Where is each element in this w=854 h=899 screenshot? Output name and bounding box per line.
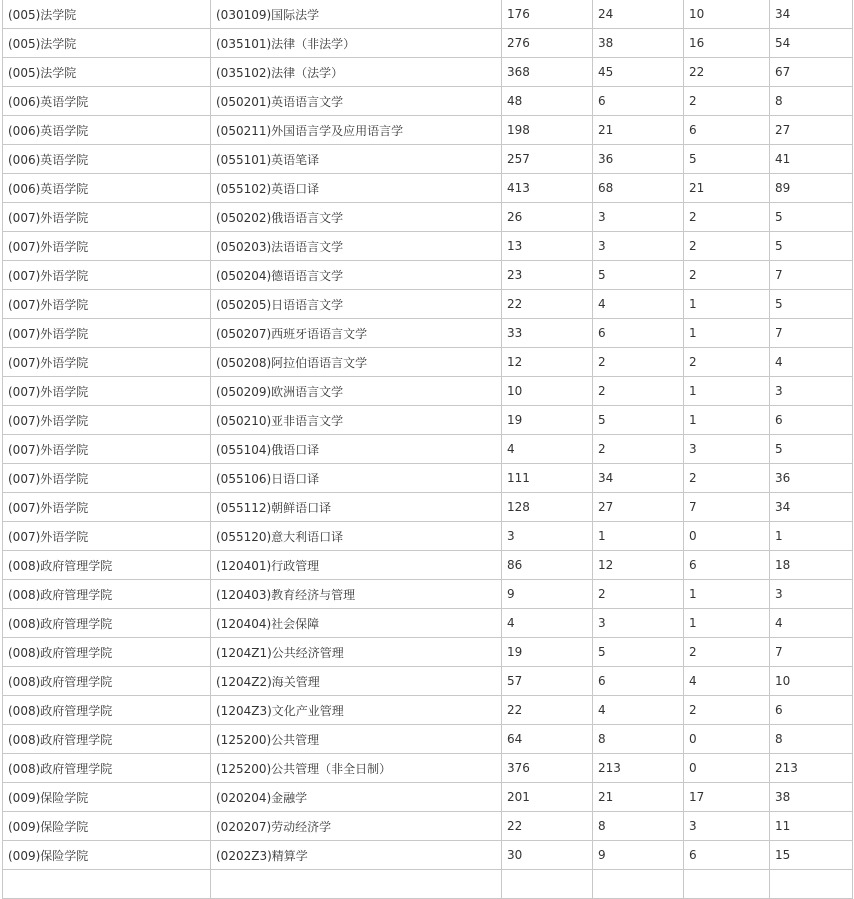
admitted-exempt-cell: 6 <box>684 841 770 870</box>
table-row <box>3 0 853 29</box>
applicants-cell: 4 <box>502 609 593 638</box>
college-cell: (006)英语学院 <box>3 87 211 116</box>
major-cell: (055104)俄语口译 <box>211 435 502 464</box>
admitted-exempt-cell: 1 <box>684 580 770 609</box>
applicants-cell: 413 <box>502 174 593 203</box>
table-row <box>3 29 853 58</box>
applicants-cell: 176 <box>502 0 593 29</box>
table-row <box>3 58 853 87</box>
admitted-exam-cell: 5 <box>593 638 684 667</box>
applicants-cell: 276 <box>502 29 593 58</box>
college-cell: (008)政府管理学院 <box>3 696 211 725</box>
table-row <box>3 406 853 435</box>
admitted-total-cell: 8 <box>770 725 853 754</box>
admitted-total-cell: 7 <box>770 261 853 290</box>
table-row <box>3 87 853 116</box>
admitted-exempt-cell: 2 <box>684 87 770 116</box>
applicants-cell: 201 <box>502 783 593 812</box>
admissions-table <box>2 0 853 899</box>
applicants-cell: 64 <box>502 725 593 754</box>
college-cell: (009)保险学院 <box>3 812 211 841</box>
admitted-total-cell: 89 <box>770 174 853 203</box>
applicants-cell: 12 <box>502 348 593 377</box>
admitted-exam-cell: 12 <box>593 551 684 580</box>
table-row <box>3 493 853 522</box>
applicants-cell: 30 <box>502 841 593 870</box>
applicants-cell: 22 <box>502 696 593 725</box>
major-cell: (1204Z1)公共经济管理 <box>211 638 502 667</box>
admitted-total-cell: 5 <box>770 290 853 319</box>
admitted-exam-cell: 34 <box>593 464 684 493</box>
applicants-cell: 13 <box>502 232 593 261</box>
major-cell: (050203)法语语言文学 <box>211 232 502 261</box>
major-cell: (125200)公共管理 <box>211 725 502 754</box>
admitted-total-cell: 15 <box>770 841 853 870</box>
table-row <box>3 290 853 319</box>
admitted-total-cell: 11 <box>770 812 853 841</box>
table-row <box>3 609 853 638</box>
college-cell: (007)外语学院 <box>3 319 211 348</box>
major-cell <box>211 870 502 899</box>
college-cell: (006)英语学院 <box>3 174 211 203</box>
applicants-cell: 4 <box>502 435 593 464</box>
applicants-cell: 26 <box>502 203 593 232</box>
admitted-exam-cell: 2 <box>593 580 684 609</box>
table-row <box>3 319 853 348</box>
major-cell: (0202Z3)精算学 <box>211 841 502 870</box>
applicants-cell: 9 <box>502 580 593 609</box>
major-cell: (120403)教育经济与管理 <box>211 580 502 609</box>
college-cell: (009)保险学院 <box>3 783 211 812</box>
admitted-exam-cell: 6 <box>593 667 684 696</box>
table-row <box>3 754 853 783</box>
admitted-total-cell: 5 <box>770 203 853 232</box>
college-cell: (007)外语学院 <box>3 522 211 551</box>
admitted-exempt-cell: 5 <box>684 145 770 174</box>
major-cell: (055106)日语口译 <box>211 464 502 493</box>
admitted-exempt-cell: 0 <box>684 522 770 551</box>
college-cell: (009)保险学院 <box>3 841 211 870</box>
applicants-cell: 22 <box>502 290 593 319</box>
major-cell: (020204)金融学 <box>211 783 502 812</box>
admitted-total-cell: 10 <box>770 667 853 696</box>
college-cell: (007)外语学院 <box>3 261 211 290</box>
admitted-total-cell <box>770 870 853 899</box>
admitted-exam-cell: 27 <box>593 493 684 522</box>
admitted-exempt-cell: 10 <box>684 0 770 29</box>
admitted-exam-cell: 24 <box>593 0 684 29</box>
college-cell: (005)法学院 <box>3 29 211 58</box>
admitted-exam-cell: 4 <box>593 290 684 319</box>
admitted-exempt-cell: 1 <box>684 319 770 348</box>
major-cell: (035102)法律（法学） <box>211 58 502 87</box>
admitted-exam-cell: 38 <box>593 29 684 58</box>
table-row <box>3 145 853 174</box>
admitted-exempt-cell: 0 <box>684 725 770 754</box>
admitted-total-cell: 67 <box>770 58 853 87</box>
admitted-exempt-cell: 22 <box>684 58 770 87</box>
admitted-total-cell: 8 <box>770 87 853 116</box>
college-cell: (007)外语学院 <box>3 290 211 319</box>
admitted-exempt-cell: 1 <box>684 377 770 406</box>
admitted-total-cell: 213 <box>770 754 853 783</box>
college-cell: (005)法学院 <box>3 0 211 29</box>
college-cell: (005)法学院 <box>3 58 211 87</box>
table-body <box>3 0 853 899</box>
table-row <box>3 464 853 493</box>
admitted-exam-cell: 3 <box>593 232 684 261</box>
admitted-total-cell: 3 <box>770 377 853 406</box>
admitted-exam-cell: 3 <box>593 609 684 638</box>
table-row <box>3 377 853 406</box>
college-cell: (006)英语学院 <box>3 145 211 174</box>
applicants-cell: 257 <box>502 145 593 174</box>
applicants-cell <box>502 870 593 899</box>
admitted-total-cell: 6 <box>770 696 853 725</box>
admitted-exempt-cell <box>684 870 770 899</box>
table-row <box>3 667 853 696</box>
applicants-cell: 10 <box>502 377 593 406</box>
admitted-total-cell: 38 <box>770 783 853 812</box>
applicants-cell: 33 <box>502 319 593 348</box>
college-cell: (008)政府管理学院 <box>3 725 211 754</box>
table-row <box>3 261 853 290</box>
major-cell: (120404)社会保障 <box>211 609 502 638</box>
major-cell: (050204)德语语言文学 <box>211 261 502 290</box>
admitted-total-cell: 34 <box>770 0 853 29</box>
applicants-cell: 86 <box>502 551 593 580</box>
table-row <box>3 812 853 841</box>
table-row <box>3 551 853 580</box>
admitted-total-cell: 34 <box>770 493 853 522</box>
admitted-exam-cell: 36 <box>593 145 684 174</box>
admitted-total-cell: 5 <box>770 435 853 464</box>
major-cell: (1204Z2)海关管理 <box>211 667 502 696</box>
applicants-cell: 368 <box>502 58 593 87</box>
table-row <box>3 783 853 812</box>
applicants-cell: 376 <box>502 754 593 783</box>
table-row <box>3 696 853 725</box>
college-cell: (008)政府管理学院 <box>3 551 211 580</box>
admitted-total-cell: 54 <box>770 29 853 58</box>
major-cell: (055112)朝鲜语口译 <box>211 493 502 522</box>
applicants-cell: 22 <box>502 812 593 841</box>
table-row <box>3 638 853 667</box>
major-cell: (050210)亚非语言文学 <box>211 406 502 435</box>
college-cell: (007)外语学院 <box>3 348 211 377</box>
admitted-exempt-cell: 16 <box>684 29 770 58</box>
college-cell: (007)外语学院 <box>3 232 211 261</box>
college-cell: (006)英语学院 <box>3 116 211 145</box>
table-row <box>3 203 853 232</box>
admitted-total-cell: 4 <box>770 609 853 638</box>
admitted-total-cell: 7 <box>770 319 853 348</box>
major-cell: (050201)英语语言文学 <box>211 87 502 116</box>
admitted-total-cell: 1 <box>770 522 853 551</box>
major-cell: (1204Z3)文化产业管理 <box>211 696 502 725</box>
applicants-cell: 111 <box>502 464 593 493</box>
admitted-exam-cell: 2 <box>593 348 684 377</box>
applicants-cell: 23 <box>502 261 593 290</box>
college-cell: (008)政府管理学院 <box>3 667 211 696</box>
applicants-cell: 57 <box>502 667 593 696</box>
admitted-exam-cell: 6 <box>593 319 684 348</box>
major-cell: (020207)劳动经济学 <box>211 812 502 841</box>
admitted-exam-cell: 2 <box>593 377 684 406</box>
major-cell: (030109)国际法学 <box>211 0 502 29</box>
admitted-total-cell: 36 <box>770 464 853 493</box>
applicants-cell: 3 <box>502 522 593 551</box>
major-cell: (050207)西班牙语语言文学 <box>211 319 502 348</box>
college-cell: (008)政府管理学院 <box>3 754 211 783</box>
admitted-exam-cell: 213 <box>593 754 684 783</box>
admitted-exam-cell: 45 <box>593 58 684 87</box>
admitted-exempt-cell: 4 <box>684 667 770 696</box>
admitted-exam-cell: 2 <box>593 435 684 464</box>
admitted-exempt-cell: 0 <box>684 754 770 783</box>
major-cell: (050202)俄语语言文学 <box>211 203 502 232</box>
college-cell: (007)外语学院 <box>3 435 211 464</box>
admitted-total-cell: 27 <box>770 116 853 145</box>
admitted-exempt-cell: 17 <box>684 783 770 812</box>
table-row <box>3 522 853 551</box>
college-cell: (007)外语学院 <box>3 464 211 493</box>
admitted-exempt-cell: 1 <box>684 609 770 638</box>
admitted-exempt-cell: 2 <box>684 348 770 377</box>
table-row <box>3 435 853 464</box>
major-cell: (050208)阿拉伯语语言文学 <box>211 348 502 377</box>
major-cell: (050209)欧洲语言文学 <box>211 377 502 406</box>
admitted-exempt-cell: 6 <box>684 116 770 145</box>
applicants-cell: 19 <box>502 638 593 667</box>
admitted-exempt-cell: 3 <box>684 812 770 841</box>
admitted-exam-cell: 8 <box>593 725 684 754</box>
admitted-total-cell: 41 <box>770 145 853 174</box>
admitted-exempt-cell: 21 <box>684 174 770 203</box>
table-row <box>3 725 853 754</box>
admitted-exempt-cell: 2 <box>684 638 770 667</box>
admitted-exam-cell <box>593 870 684 899</box>
college-cell: (007)外语学院 <box>3 493 211 522</box>
major-cell: (055120)意大利语口译 <box>211 522 502 551</box>
admitted-total-cell: 3 <box>770 580 853 609</box>
major-cell: (035101)法律（非法学） <box>211 29 502 58</box>
admitted-exempt-cell: 2 <box>684 203 770 232</box>
admitted-exempt-cell: 2 <box>684 232 770 261</box>
major-cell: (050205)日语语言文学 <box>211 290 502 319</box>
admitted-exempt-cell: 2 <box>684 696 770 725</box>
admitted-exempt-cell: 6 <box>684 551 770 580</box>
admitted-total-cell: 6 <box>770 406 853 435</box>
applicants-cell: 48 <box>502 87 593 116</box>
applicants-cell: 128 <box>502 493 593 522</box>
admitted-exam-cell: 1 <box>593 522 684 551</box>
admitted-exempt-cell: 7 <box>684 493 770 522</box>
admitted-exam-cell: 4 <box>593 696 684 725</box>
table-row <box>3 348 853 377</box>
admitted-exempt-cell: 1 <box>684 290 770 319</box>
applicants-cell: 198 <box>502 116 593 145</box>
admitted-exam-cell: 5 <box>593 261 684 290</box>
admitted-exam-cell: 3 <box>593 203 684 232</box>
applicants-cell: 19 <box>502 406 593 435</box>
major-cell: (055102)英语口译 <box>211 174 502 203</box>
admitted-exempt-cell: 1 <box>684 406 770 435</box>
admitted-exempt-cell: 2 <box>684 464 770 493</box>
college-cell: (008)政府管理学院 <box>3 638 211 667</box>
admitted-exam-cell: 8 <box>593 812 684 841</box>
college-cell: (008)政府管理学院 <box>3 609 211 638</box>
college-cell: (007)外语学院 <box>3 377 211 406</box>
table-row <box>3 232 853 261</box>
admitted-total-cell: 18 <box>770 551 853 580</box>
admitted-exempt-cell: 2 <box>684 261 770 290</box>
admitted-total-cell: 4 <box>770 348 853 377</box>
admitted-total-cell: 5 <box>770 232 853 261</box>
college-cell: (007)外语学院 <box>3 203 211 232</box>
admitted-exam-cell: 9 <box>593 841 684 870</box>
college-cell: (008)政府管理学院 <box>3 580 211 609</box>
major-cell: (055101)英语笔译 <box>211 145 502 174</box>
admitted-exam-cell: 21 <box>593 783 684 812</box>
college-cell: (007)外语学院 <box>3 406 211 435</box>
major-cell: (125200)公共管理（非全日制） <box>211 754 502 783</box>
major-cell: (120401)行政管理 <box>211 551 502 580</box>
major-cell: (050211)外国语言学及应用语言学 <box>211 116 502 145</box>
table-row <box>3 870 853 899</box>
admitted-exam-cell: 68 <box>593 174 684 203</box>
admitted-exempt-cell: 3 <box>684 435 770 464</box>
admitted-exam-cell: 6 <box>593 87 684 116</box>
admitted-total-cell: 7 <box>770 638 853 667</box>
admitted-exam-cell: 5 <box>593 406 684 435</box>
table-row <box>3 116 853 145</box>
table-row <box>3 580 853 609</box>
table-row <box>3 841 853 870</box>
admitted-exam-cell: 21 <box>593 116 684 145</box>
college-cell <box>3 870 211 899</box>
table-row <box>3 174 853 203</box>
